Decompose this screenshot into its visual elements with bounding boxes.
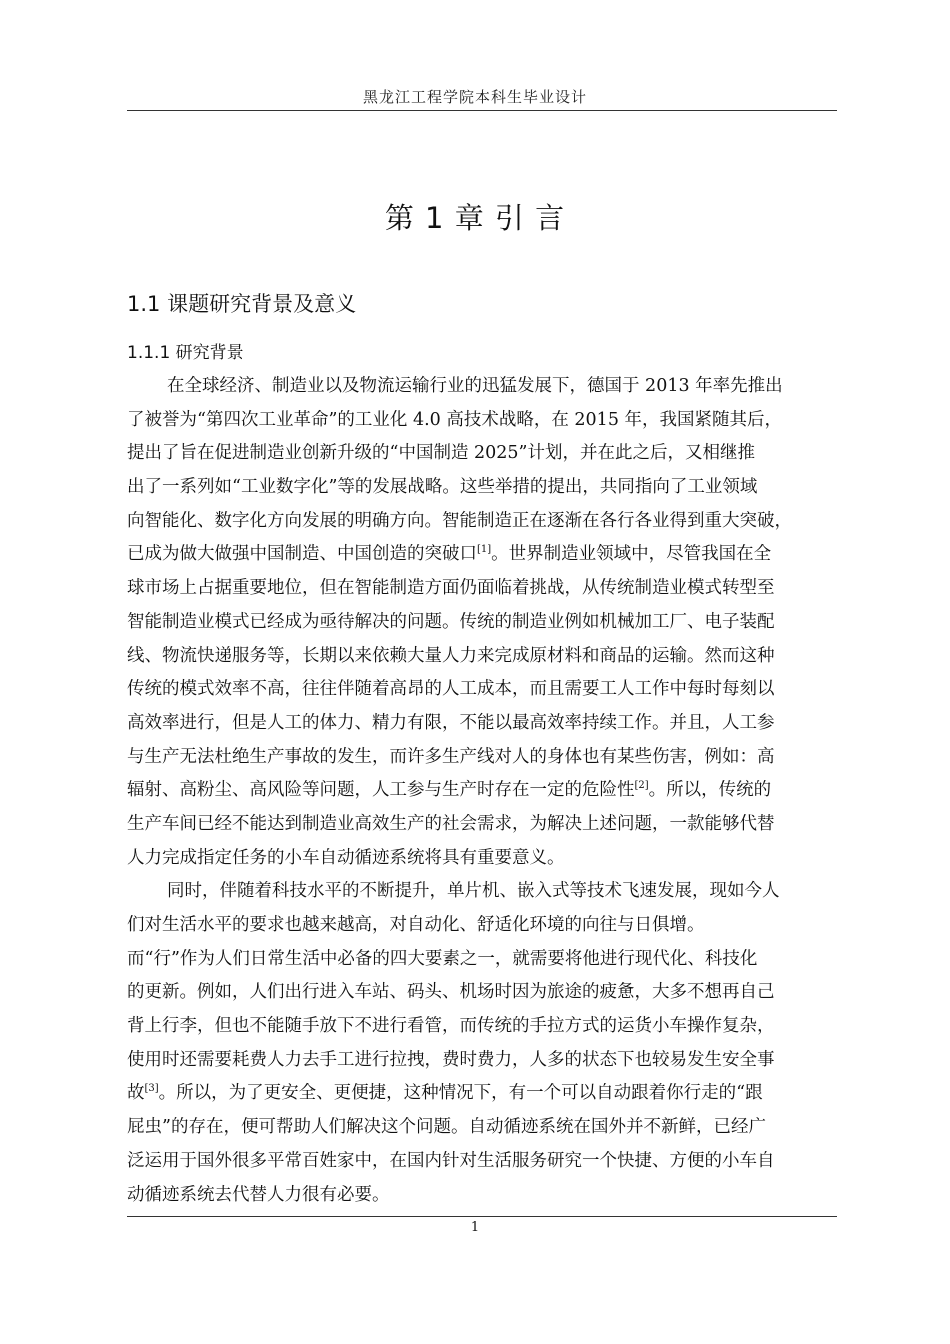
paragraph-line: 高效率进行，但是人工的体力、精力有限，不能以最高效率持续工作。并且，人工参 (127, 712, 775, 733)
paragraph-line: 提出了旨在促进制造业创新升级的“中国制造 2025”计划，并在此之后，又相继推 (127, 443, 755, 464)
subsection-heading: 1.1.1 研究背景 (127, 343, 244, 363)
section-heading: 1.1 课题研究背景及意义 (127, 292, 357, 316)
paragraph-line (127, 538, 839, 572)
page-number: 1 (470, 1220, 480, 1235)
paragraph-line: 背上行李，但也不能随手放下不进行看管，而传统的手拉方式的运货小车操作复杂， (127, 1016, 775, 1037)
paragraph-line: 同时，伴随着科技水平的不断提升，单片机、嵌入式等技术飞速发展，现如今人 (167, 881, 780, 902)
body-text (127, 370, 839, 1212)
paragraph-line (127, 1077, 839, 1111)
paragraph-line: 智能制造业模式已经成为亟待解决的问题。传统的制造业例如机械加工厂、电子装配 (127, 611, 775, 632)
paragraph-line (127, 774, 839, 808)
header-rule (127, 110, 837, 111)
paragraph-line: 使用时还需要耗费人力去手工进行拉拽，费时费力，人多的状态下也较易发生安全事 (127, 1049, 775, 1070)
citation: [2] (634, 780, 649, 792)
paragraph-line: 的更新。例如，人们出行进入车站、码头、机场时因为旅途的疲惫，大多不想再自己 (127, 982, 775, 1003)
paragraph-line: 向智能化、数字化方向发展的明确方向。智能制造正在逐渐在各行各业得到重大突破， (127, 510, 792, 531)
paragraph-line: 在全球经济、制造业以及物流运输行业的迅猛发展下，德国于 2013 年率先推出 (167, 376, 783, 396)
paragraph-line: 与生产无法杜绝生产事故的发生，而许多生产线对人的身体也有某些伤害，例如：高 (127, 746, 775, 767)
line-text: 辐射、高粉尘、高风险等问题，人工参与生产时存在一定的危险性 (127, 780, 635, 801)
line-text: 。所以，为了更安全、更便捷，这种情况下，有一个可以自动跟着你行走的“跟 (158, 1083, 763, 1104)
citation: [3] (144, 1083, 159, 1095)
paragraph-line: 泛运用于国外很多平常百姓家中，在国内针对生活服务研究一个快捷、方便的小车自 (127, 1150, 775, 1171)
paragraph-line: 而“行”作为人们日常生活中必备的四大要素之一，就需要将他进行现代化、科技化 (127, 948, 758, 969)
line-text: 已成为做大做强中国制造、中国创造的突破口 (127, 544, 477, 565)
citation: [1] (477, 544, 492, 556)
paragraph-line: 们对生活水平的要求也越来越高，对自动化、舒适化环境的向往与日俱增。 (127, 915, 705, 935)
paragraph-line: 屁虫”的存在，便可帮助人们解决这个问题。自动循迹系统在国外并不新鲜，已经广 (127, 1117, 766, 1138)
paragraph-line: 线、物流快递服务等，长期以来依赖大量人力来完成原材料和商品的运输。然而这种 (127, 645, 775, 666)
paragraph-line: 球市场上占据重要地位，但在智能制造方面仍面临着挑战，从传统制造业模式转型至 (127, 578, 775, 599)
page-header: 黑龙江工程学院本科生毕业设计 (362, 88, 587, 106)
paragraph-line: 出了一系列如“工业数字化”等的发展战略。这些举措的提出，共同指向了工业领域 (127, 477, 758, 498)
paragraph-line: 传统的模式效率不高，往往伴随着高昂的人工成本，而且需要工人工作中每时每刻以 (127, 679, 775, 700)
paragraph-line: 动循迹系统去代替人力很有必要。 (127, 1184, 390, 1205)
paragraph-line: 人力完成指定任务的小车自动循迹系统将具有重要意义。 (127, 847, 565, 868)
paragraph-line: 了被誉为“第四次工业革命”的工业化 4.0 高技术战略，在 2015 年，我国紧随其后， (127, 409, 783, 430)
footer-rule (127, 1216, 837, 1217)
chapter-title: 第 1 章 引 言 (384, 201, 566, 235)
line-text: 故 (127, 1083, 145, 1104)
line-text: 。所以，传统的 (648, 780, 772, 801)
line-text: 。世界制造业领域中，尽管我国在全 (491, 544, 772, 565)
paragraph-line: 生产车间已经不能达到制造业高效生产的社会需求，为解决上述问题，一款能够代替 (127, 813, 775, 834)
